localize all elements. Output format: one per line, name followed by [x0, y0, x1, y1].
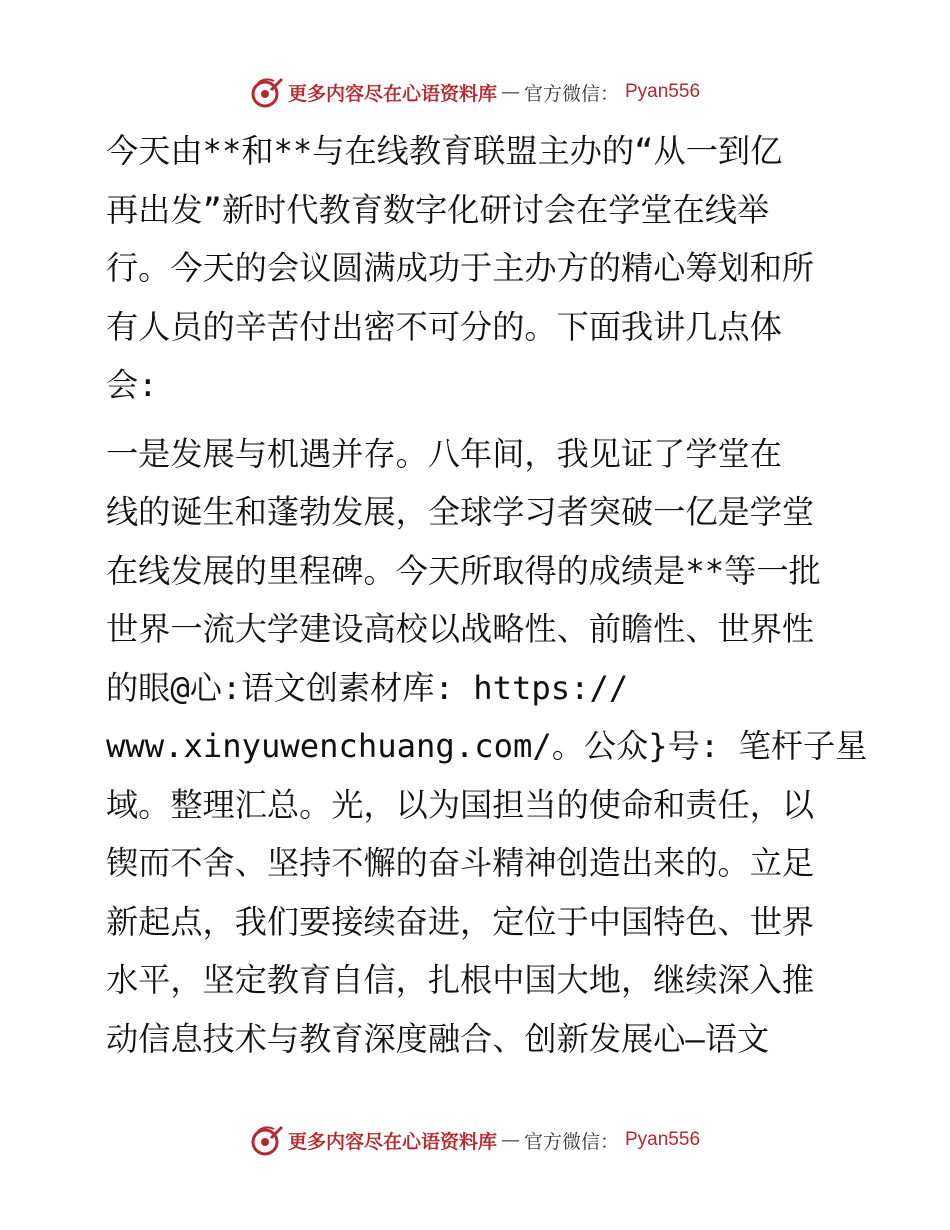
text-line: 行。今天的会议圆满成功于主办方的精心筹划和所 [106, 249, 815, 287]
header-official-label: 官方微信： [523, 82, 619, 105]
page-header-watermark [0, 72, 950, 112]
text-line: 线的诞生和蓬勃发展，全球学习者突破一亿是学堂 [106, 493, 815, 531]
text-line: 锲而不舍、坚持不懈的奋斗精神创造出来的。立足 [106, 844, 815, 882]
footer-official-label: 官方微信： [523, 1130, 619, 1153]
footer-brand [250, 1123, 700, 1157]
text-line: 世界一流大学建设高校以战略性、前瞻性、世界性 [106, 610, 815, 648]
text-line: 水平，坚定教育自信，扎根中国大地，继续深入推 [106, 961, 815, 999]
document-body [98, 122, 868, 1068]
footer-brand-text: 更多内容尽在心语资料库 [287, 1130, 497, 1153]
paragraph-1 [98, 122, 858, 415]
text-line: 会: [106, 366, 158, 404]
text-line: 今天由**和**与在线教育联盟主办的“从一到亿 [106, 132, 783, 170]
text-line: 再出发”新时代教育数字化研讨会在学堂在线举 [106, 190, 770, 229]
text-line: 一是发展与机遇并存。八年间，我见证了学堂在 [106, 434, 782, 473]
paragraph-2 [98, 425, 868, 1069]
text-line: 域。整理汇总。光，以为国担当的使命和责任，以 [106, 785, 815, 824]
text-line: 的眼@心:语文创素材库: https:// [106, 668, 629, 707]
text-line: 新起点，我们要接续奋进，定位于中国特色、世界 [106, 902, 815, 941]
page-footer-watermark [0, 1120, 950, 1160]
pen-logo-icon [250, 1123, 284, 1157]
text-line: www.xinyuwenchuang.com/。公众}号: 笔杆子星 [106, 727, 868, 765]
text-line: 在线发展的里程碑。今天所取得的成绩是**等一批 [106, 551, 821, 590]
header-separator: — [500, 81, 520, 103]
text-line: 动信息技术与教育深度融合、创新发展心—语文 [106, 1019, 770, 1058]
footer-wechat-id: Pyan556 [625, 1129, 701, 1150]
header-brand [250, 75, 700, 109]
pen-logo-icon [250, 75, 284, 109]
footer-separator: — [500, 1129, 520, 1151]
header-brand-text: 更多内容尽在心语资料库 [287, 82, 497, 105]
text-line: 有人员的辛苦付出密不可分的。下面我讲几点体 [106, 307, 782, 346]
header-wechat-id: Pyan556 [625, 81, 701, 102]
